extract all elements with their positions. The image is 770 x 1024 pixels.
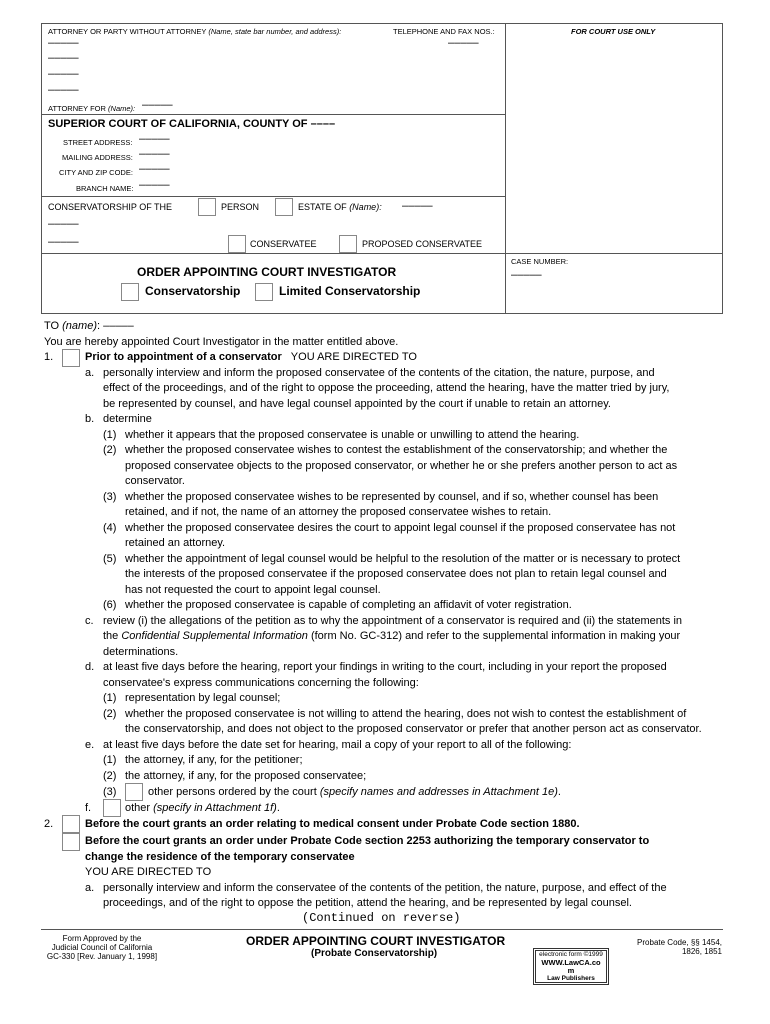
item2a-checkbox[interactable]: [62, 815, 80, 833]
attorney-line-1[interactable]: –––––: [48, 37, 79, 49]
attorney-line-3[interactable]: –––––: [48, 68, 79, 80]
conservatorship-of-label: CONSERVATORSHIP OF THE: [48, 202, 173, 212]
item2a-sub-line1: personally interview and inform the conservatee of the contents of the petition, the nature, purpose, and effect of the: [103, 882, 667, 894]
item1f-checkbox[interactable]: [103, 799, 121, 817]
probate-code: Probate Code, §§ 1454, 1826, 1851: [637, 938, 722, 956]
branch-field[interactable]: –––––: [139, 179, 170, 191]
case-number-field[interactable]: –––––: [511, 269, 542, 281]
item1d2-line2: the conservatorship, and does not object to the proposed conservator or prefer that another person act as conservator.: [125, 723, 702, 735]
city-label: CITY AND ZIP CODE:: [59, 168, 133, 177]
attorney-for-field[interactable]: –––––: [142, 99, 173, 111]
item1b4-line2: retained an attorney.: [125, 537, 226, 549]
proposed-conservatee-checkbox[interactable]: [339, 235, 357, 253]
item1b2-num: (2): [103, 444, 117, 456]
item1b6-num: (6): [103, 599, 117, 611]
item1b3-line1: whether the proposed conservatee wishes to be represented by counsel, and if so, whether counsel has been: [125, 491, 659, 503]
item1d2-num: (2): [103, 708, 117, 720]
mailing-label: MAILING ADDRESS:: [62, 153, 133, 162]
publisher-stamp: electronic form ©1999 WWW.LawCA.co m Law Publishers: [535, 950, 607, 983]
item1b1-num: (1): [103, 429, 117, 441]
item2-directed: YOU ARE DIRECTED TO: [85, 866, 212, 878]
conservatee-name-line-2[interactable]: –––––: [48, 236, 79, 248]
item1b2-line2: proposed conservatee objects to the proposed conservator, or whether he or she prefers another person to act as: [125, 460, 678, 472]
item2a-sub-label: a.: [85, 882, 95, 894]
phone-label: TELEPHONE AND FAX NOS.:: [393, 27, 495, 36]
item2b-line1: Before the court grants an order under Probate Code section 2253 authorizing the temporary conservator to: [85, 835, 650, 847]
divider-attorney: [41, 114, 506, 115]
item1e3-checkbox[interactable]: [125, 783, 143, 801]
item1d1-text: representation by legal counsel;: [125, 692, 281, 704]
item1d-label: d.: [85, 661, 95, 673]
item1a-label: a.: [85, 367, 95, 379]
item1d2-line1: whether the proposed conservatee is not willing to attend the hearing, does not wish to contest the establishment of: [125, 708, 687, 720]
item1e1-num: (1): [103, 754, 117, 766]
item2a-sub-line2: proceedings, and of the right to oppose the petition, attend the hearing, and be represented by legal counsel.: [103, 897, 632, 909]
limited-conservatorship-checkbox[interactable]: [255, 283, 273, 301]
street-label: STREET ADDRESS:: [63, 138, 133, 147]
item1b6-text: whether the proposed conservatee is capable of completing an affidavit of voter registration.: [125, 599, 572, 611]
item1c-label: c.: [85, 615, 94, 627]
item1d-line2: conservatee's express communications concerning the following:: [103, 677, 419, 689]
item2-number: 2.: [44, 818, 54, 830]
person-label: PERSON: [221, 202, 260, 212]
item1e1-text: the attorney, if any, for the petitioner;: [125, 754, 303, 766]
estate-name-field[interactable]: –––––: [402, 200, 433, 212]
footer-subtitle: (Probate Conservatorship): [311, 948, 438, 959]
divider-title: [41, 253, 723, 254]
item1-heading: Prior to appointment of a conservator YOU ARE DIRECTED TO: [85, 351, 417, 363]
item2b-checkbox[interactable]: [62, 833, 80, 851]
item1b3-num: (3): [103, 491, 117, 503]
item1e2-num: (2): [103, 770, 117, 782]
to-line: TO (name): –––––: [44, 320, 134, 332]
conservatorship-option-label: Conservatorship: [145, 284, 241, 298]
item1a-line3: be represented by counsel, and have legal counsel appointed by the court if unable to retain an attorney.: [103, 398, 611, 410]
item1b5-line3: has not requested the court to appoint legal counsel.: [125, 584, 381, 596]
item1c-line3: determinations.: [103, 646, 179, 658]
item1b2-line1: whether the proposed conservatee wishes to contest the establishment of the conservatorship; and whether the: [125, 444, 668, 456]
item1c-line1: review (i) the allegations of the petition as to why the appointment of a conservator is required and (ii) the statements in: [103, 615, 683, 627]
attorney-label: ATTORNEY OR PARTY WITHOUT ATTORNEY (Name, state bar number, and address):: [48, 27, 342, 36]
item1a-line1: personally interview and inform the proposed conservatee of the contents of the citation, the nature, purpose, and: [103, 367, 655, 379]
item1b3-line2: retained, and if not, the name of an attorney the proposed conservatee wishes to retain.: [125, 506, 552, 518]
mailing-field[interactable]: –––––: [139, 148, 170, 160]
attorney-line-2[interactable]: –––––: [48, 52, 79, 64]
item2b-line2: change the residence of the temporary conservatee: [85, 851, 355, 863]
conservatee-label: CONSERVATEE: [250, 239, 317, 249]
footer-title: ORDER APPOINTING COURT INVESTIGATOR: [246, 934, 506, 948]
item1b1-text: whether it appears that the proposed conservatee is unable or unwilling to attend the hearing.: [125, 429, 580, 441]
continued-note: (Continued on reverse): [302, 911, 461, 925]
proposed-conservatee-label: PROPOSED CONSERVATEE: [362, 239, 483, 249]
item1-number: 1.: [44, 351, 54, 363]
item1d-line1: at least five days before the hearing, report your findings in writing to the court, including in your report the proposed: [103, 661, 667, 673]
branch-label: BRANCH NAME:: [76, 184, 134, 193]
item1e3-text: other persons ordered by the court (specify names and addresses in Attachment 1e).: [148, 786, 561, 798]
item1a-line2: effect of the proceedings, and of the right to oppose the proceeding, attend the hearing, have the matter tried by jury,: [103, 382, 670, 394]
court-title: SUPERIOR COURT OF CALIFORNIA, COUNTY OF ––––: [48, 118, 336, 130]
street-field[interactable]: –––––: [139, 133, 170, 145]
form-approved: Form Approved by the Judicial Council of California GC-330 [Rev. January 1, 1998]: [46, 934, 158, 961]
order-title: ORDER APPOINTING COURT INVESTIGATOR: [137, 265, 397, 279]
item1c-line2: the Confidential Supplemental Information (form No. GC-312) and refer to the supplemental information in making your: [103, 630, 681, 642]
attorney-line-4[interactable]: –––––: [48, 84, 79, 96]
item1b2-line3: conservator.: [125, 475, 185, 487]
item1f-label: f.: [85, 802, 92, 814]
court-use-label: FOR COURT USE ONLY: [571, 27, 656, 36]
item1b5-num: (5): [103, 553, 117, 565]
item1e3-num: (3): [103, 786, 117, 798]
item1e-line1: at least five days before the date set for hearing, mail a copy of your report to all of the following:: [103, 739, 572, 751]
limited-conservatorship-option-label: Limited Conservatorship: [279, 284, 421, 298]
item1b5-line2: the interests of the proposed conservatee if the proposed conservatee does not plan to retain legal counsel and: [125, 568, 667, 580]
appointed-text: You are hereby appointed Court Investigator in the matter entitled above.: [44, 336, 399, 348]
case-number-label: CASE NUMBER:: [511, 257, 569, 266]
attorney-for-label: ATTORNEY FOR (Name):: [48, 104, 136, 113]
item1b-text: determine: [103, 413, 152, 425]
item1e-label: e.: [85, 739, 95, 751]
item1f-text: other (specify in Attachment 1f).: [125, 802, 280, 814]
item1-checkbox[interactable]: [62, 349, 80, 367]
item1d1-num: (1): [103, 692, 117, 704]
conservatee-name-line-1[interactable]: –––––: [48, 218, 79, 230]
item1b4-num: (4): [103, 522, 117, 534]
court-use-divider: [505, 23, 506, 313]
estate-label: ESTATE OF (Name):: [298, 202, 382, 212]
person-checkbox[interactable]: [198, 198, 216, 216]
item1b5-line1: whether the appointment of legal counsel would be helpful to the resolution of the matter or is necessary to protect: [125, 553, 681, 565]
item1b-label: b.: [85, 413, 95, 425]
item2a-text: Before the court grants an order relating to medical consent under Probate Code section 1880.: [85, 818, 580, 830]
to-name-field[interactable]: –––––: [103, 320, 134, 332]
conservatorship-checkbox[interactable]: [121, 283, 139, 301]
conservatee-checkbox[interactable]: [228, 235, 246, 253]
item1e2-text: the attorney, if any, for the proposed conservatee;: [125, 770, 367, 782]
city-field[interactable]: –––––: [139, 163, 170, 175]
footer-rule: [41, 929, 723, 930]
item1b4-line1: whether the proposed conservatee desires the court to appoint legal counsel if the proposed conservatee has not: [125, 522, 676, 534]
estate-checkbox[interactable]: [275, 198, 293, 216]
phone-field[interactable]: –––––: [448, 37, 479, 49]
divider-court: [41, 196, 506, 197]
